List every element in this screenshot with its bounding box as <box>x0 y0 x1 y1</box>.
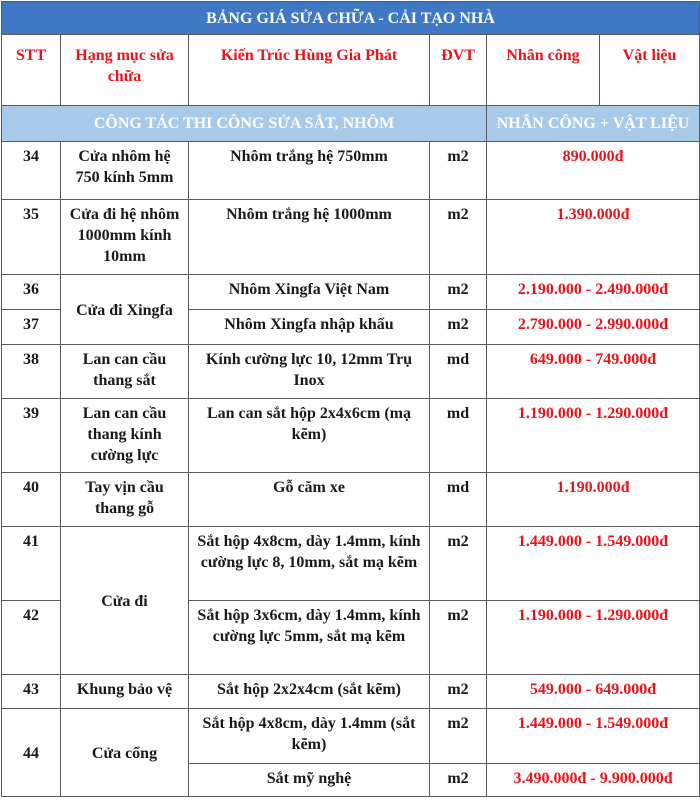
row-material: Sắt hộp 2x2x4cm (sắt kẽm) <box>189 675 430 709</box>
row-stt: 35 <box>2 200 61 275</box>
row-unit: m2 <box>430 310 487 345</box>
row-price: 2.190.000 - 2.490.000đ <box>487 275 700 310</box>
row-price: 1.190.000 - 1.290.000đ <box>487 601 700 675</box>
table-row <box>2 275 700 310</box>
row-price: 3.490.000đ - 9.900.000đ <box>487 764 700 797</box>
row-unit: md <box>430 473 487 527</box>
table-row <box>2 200 700 275</box>
table-row <box>2 527 700 601</box>
table-row <box>2 399 700 473</box>
row-price: 1.390.000đ <box>487 200 700 275</box>
row-material: Kính cường lực 10, 12mm Trụ Inox <box>189 345 430 399</box>
row-category: Lan can cầu thang sắt <box>61 345 189 399</box>
row-material: Nhôm trắng hệ 750mm <box>189 142 430 200</box>
header-labor: Nhân công <box>487 35 600 106</box>
row-material: Sắt hộp 3x6cm, dày 1.4mm, kính cường lực 5mm, sắt mạ kẽm <box>189 601 430 675</box>
row-price: 1.190.000đ <box>487 473 700 527</box>
row-price: 649.000 - 749.000đ <box>487 345 700 399</box>
row-price: 890.000đ <box>487 142 700 200</box>
row-unit: m2 <box>430 527 487 601</box>
table-row <box>2 709 700 764</box>
row-unit: md <box>430 399 487 473</box>
row-stt: 39 <box>2 399 61 473</box>
row-material: Sắt mỹ nghệ <box>189 764 430 797</box>
header-category: Hạng mục sửa chữa <box>61 35 189 106</box>
row-material: Gỗ căm xe <box>189 473 430 527</box>
header-stt: STT <box>2 35 61 106</box>
row-stt: 41 <box>2 527 61 601</box>
row-stt: 43 <box>2 675 61 709</box>
row-material: Lan can sắt hộp 2x4x6cm (mạ kẽm) <box>189 399 430 473</box>
row-price: 1.449.000 - 1.549.000đ <box>487 709 700 764</box>
row-unit: md <box>430 345 487 399</box>
row-material: Sắt hộp 4x8cm, dày 1.4mm (sắt kẽm) <box>189 709 430 764</box>
row-stt: 36 <box>2 275 61 310</box>
table-title: BẢNG GIÁ SỬA CHỮA - CẢI TẠO NHÀ <box>2 2 700 35</box>
price-table <box>1 1 700 797</box>
header-row <box>2 35 700 106</box>
row-unit: m2 <box>430 275 487 310</box>
table-row <box>2 675 700 709</box>
row-unit: m2 <box>430 601 487 675</box>
table-row <box>2 473 700 527</box>
row-material: Nhôm trắng hệ 1000mm <box>189 200 430 275</box>
row-material: Nhôm Xingfa Việt Nam <box>189 275 430 310</box>
section-row <box>2 106 700 142</box>
row-stt: 34 <box>2 142 61 200</box>
row-category: Tay vịn cầu thang gỗ <box>61 473 189 527</box>
section-label: CÔNG TÁC THI CÔNG SỬA SẮT, NHÔM <box>2 106 487 142</box>
row-unit: m2 <box>430 709 487 764</box>
row-unit: m2 <box>430 764 487 797</box>
row-material: Nhôm Xingfa nhập khẩu <box>189 310 430 345</box>
row-stt: 44 <box>2 709 61 797</box>
row-unit: m2 <box>430 675 487 709</box>
row-price: 549.000 - 649.000đ <box>487 675 700 709</box>
row-price: 2.790.000 - 2.990.000đ <box>487 310 700 345</box>
row-unit: m2 <box>430 142 487 200</box>
row-stt: 42 <box>2 601 61 675</box>
header-brand: Kiến Trúc Hùng Gia Phát <box>189 35 430 106</box>
title-row <box>2 2 700 35</box>
header-material: Vật liệu <box>600 35 700 106</box>
row-material: Sắt hộp 4x8cm, dày 1.4mm, kính cường lực 8, 10mm, sắt mạ kẽm <box>189 527 430 601</box>
row-category: Cửa đi hệ nhôm 1000mm kính 10mm <box>61 200 189 275</box>
row-category: Cửa cổng <box>61 709 189 797</box>
header-unit: ĐVT <box>430 35 487 106</box>
section-price-label: NHÂN CÔNG + VẬT LIỆU <box>487 106 700 142</box>
row-unit: m2 <box>430 200 487 275</box>
row-stt: 40 <box>2 473 61 527</box>
row-category: Cửa nhôm hệ 750 kính 5mm <box>61 142 189 200</box>
row-price: 1.449.000 - 1.549.000đ <box>487 527 700 601</box>
table-row <box>2 142 700 200</box>
row-stt: 38 <box>2 345 61 399</box>
table-row <box>2 345 700 399</box>
row-category: Lan can cầu thang kính cường lực <box>61 399 189 473</box>
row-category: Khung bảo vệ <box>61 675 189 709</box>
row-stt: 37 <box>2 310 61 345</box>
row-category: Cửa đi <box>61 527 189 675</box>
row-price: 1.190.000 - 1.290.000đ <box>487 399 700 473</box>
row-category: Cửa đi Xingfa <box>61 275 189 345</box>
